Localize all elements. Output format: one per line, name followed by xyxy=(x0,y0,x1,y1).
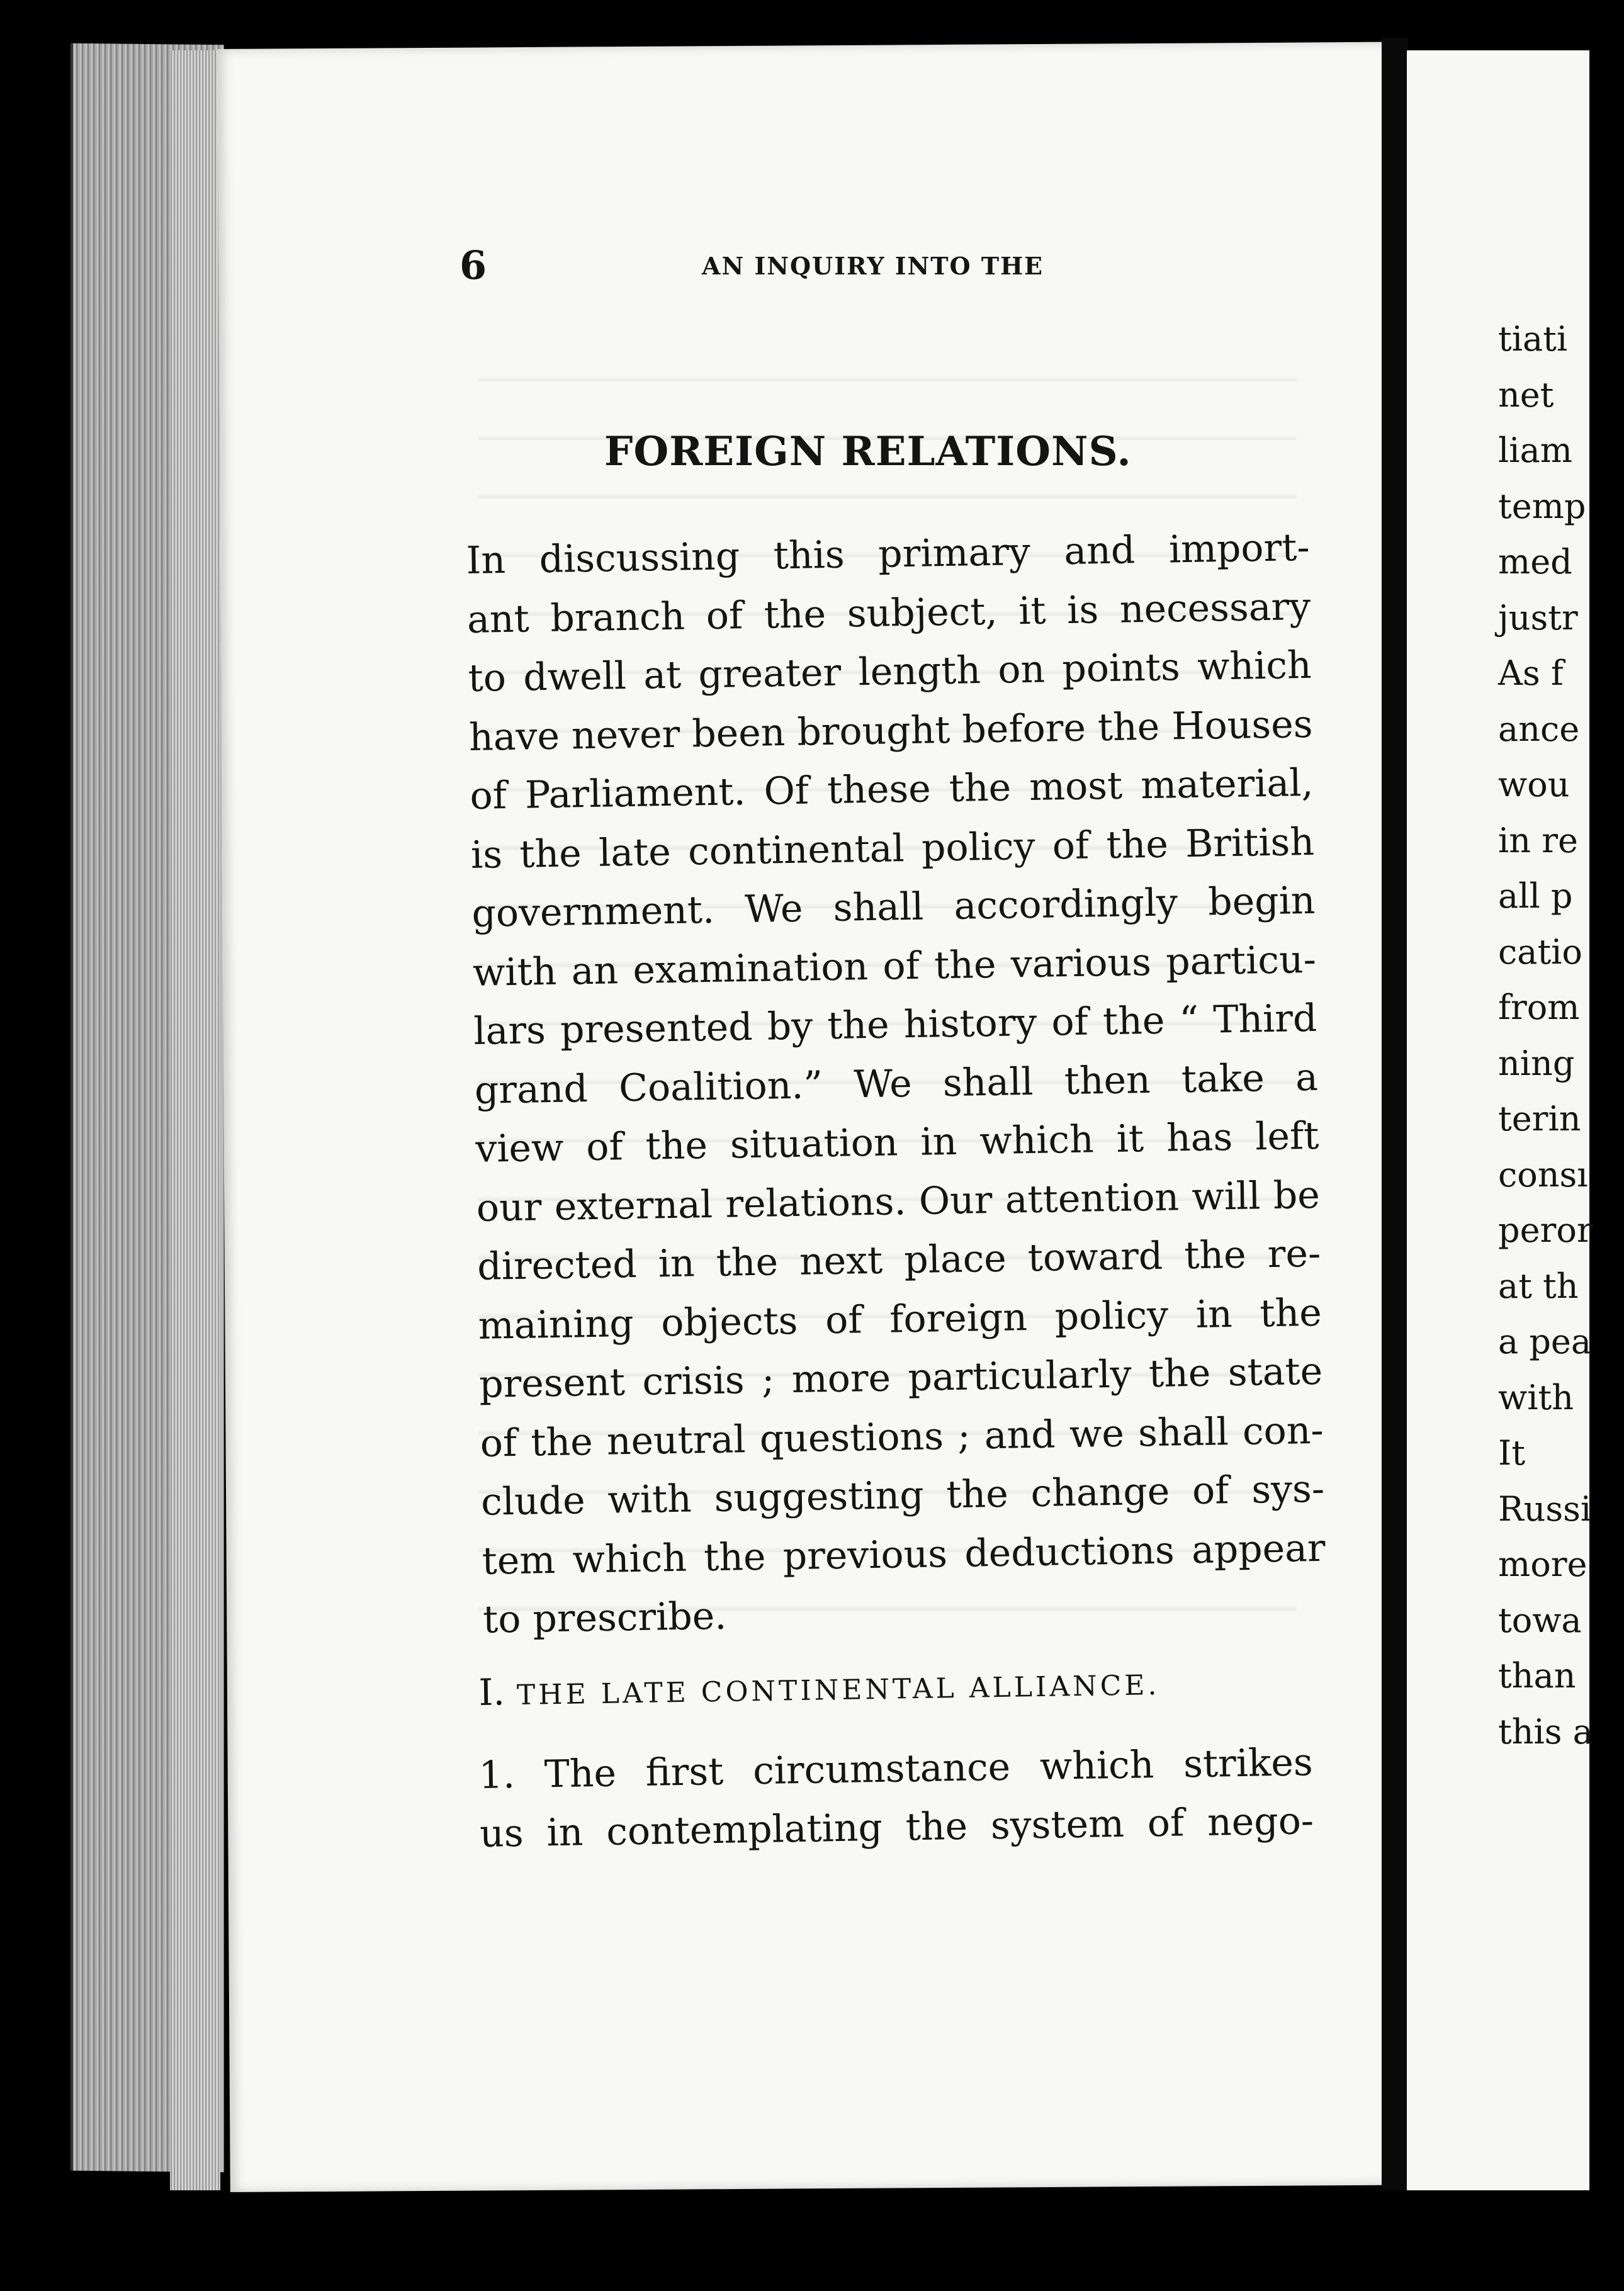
text-fragment: from xyxy=(1498,988,1580,1027)
text-line: have never been brought before the Houses xyxy=(468,702,1313,760)
text-line: maining objects of foreign policy in the xyxy=(478,1290,1322,1348)
text-fragment: at th xyxy=(1498,1266,1579,1306)
text-line: clude with suggesting the change of sys- xyxy=(480,1466,1325,1524)
text-line: us in contemplating the system of nego- xyxy=(479,1799,1314,1856)
text-fragment: ance xyxy=(1498,709,1580,749)
text-line: of Parliament. Of these the most material, xyxy=(470,760,1314,818)
subsection-number: I. xyxy=(478,1670,505,1714)
subsection-title: THE LATE CONTINENTAL ALLIANCE. xyxy=(516,1669,1160,1712)
right-page-text xyxy=(1498,312,1624,1760)
text-line: 1. The first circumstance which strikes xyxy=(478,1740,1314,1798)
text-line: In discussing this primary and import- xyxy=(466,525,1311,583)
text-fragment: catio xyxy=(1498,932,1582,972)
text-line: view of the situation in which it has left xyxy=(475,1113,1319,1171)
section-title: FOREIGN RELATIONS. xyxy=(604,428,1132,475)
text-line: is the late continental policy of the British xyxy=(470,819,1315,877)
text-line: to dwell at greater length on points which xyxy=(468,643,1312,701)
text-fragment: towa xyxy=(1498,1600,1582,1640)
text-line: lars presented by the history of the “ Third xyxy=(473,996,1317,1054)
text-fragment: justr xyxy=(1498,597,1578,638)
text-fragment: this a xyxy=(1498,1711,1593,1752)
text-line: present crisis ; more particularly the state xyxy=(478,1349,1323,1407)
text-fragment: a pea xyxy=(1498,1322,1592,1361)
text-line: government. We shall accordingly begin xyxy=(471,878,1316,936)
text-fragment: liam xyxy=(1498,431,1572,470)
running-head: AN INQUIRY INTO THE xyxy=(702,252,1044,280)
text-fragment: med xyxy=(1498,542,1572,582)
text-fragment: terin xyxy=(1498,1099,1581,1139)
body-paragraph-2 xyxy=(478,1733,1314,1864)
text-line: directed in the next place toward the re- xyxy=(476,1231,1321,1289)
text-fragment: temp xyxy=(1498,486,1586,526)
text-line: grand Coalition.” We shall then take a xyxy=(474,1055,1319,1113)
text-line: ant branch of the subject, it is necessary xyxy=(466,584,1311,642)
text-fragment: consı xyxy=(1498,1154,1588,1195)
text-line: with an examination of the various particu- xyxy=(472,937,1317,995)
text-fragment: more xyxy=(1498,1545,1587,1584)
text-line: tem which the previous deductions appear xyxy=(482,1526,1326,1584)
text-fragment: all p xyxy=(1498,876,1573,916)
text-line: to prescribe. xyxy=(482,1594,727,1642)
text-fragment: As f xyxy=(1498,653,1564,693)
text-fragment: Russi xyxy=(1498,1489,1592,1529)
body-paragraph xyxy=(466,519,1327,1650)
text-line: of the neutral questions ; and we shall con- xyxy=(480,1408,1324,1466)
text-fragment: in re xyxy=(1498,820,1578,860)
text-fragment: It xyxy=(1498,1433,1526,1473)
text-fragment: peror xyxy=(1498,1210,1593,1250)
page-number: 6 xyxy=(460,242,487,288)
text-fragment: wou xyxy=(1498,765,1570,804)
text-fragment: tiati xyxy=(1498,319,1568,359)
page-edges-inner xyxy=(170,50,220,2190)
text-fragment: ning xyxy=(1498,1043,1575,1083)
text-fragment: than xyxy=(1498,1656,1576,1696)
text-fragment: net xyxy=(1498,374,1554,415)
text-fragment: with xyxy=(1498,1377,1574,1417)
text-line: our external relations. Our attention will be xyxy=(476,1173,1321,1230)
book-gutter xyxy=(1382,38,1408,2190)
